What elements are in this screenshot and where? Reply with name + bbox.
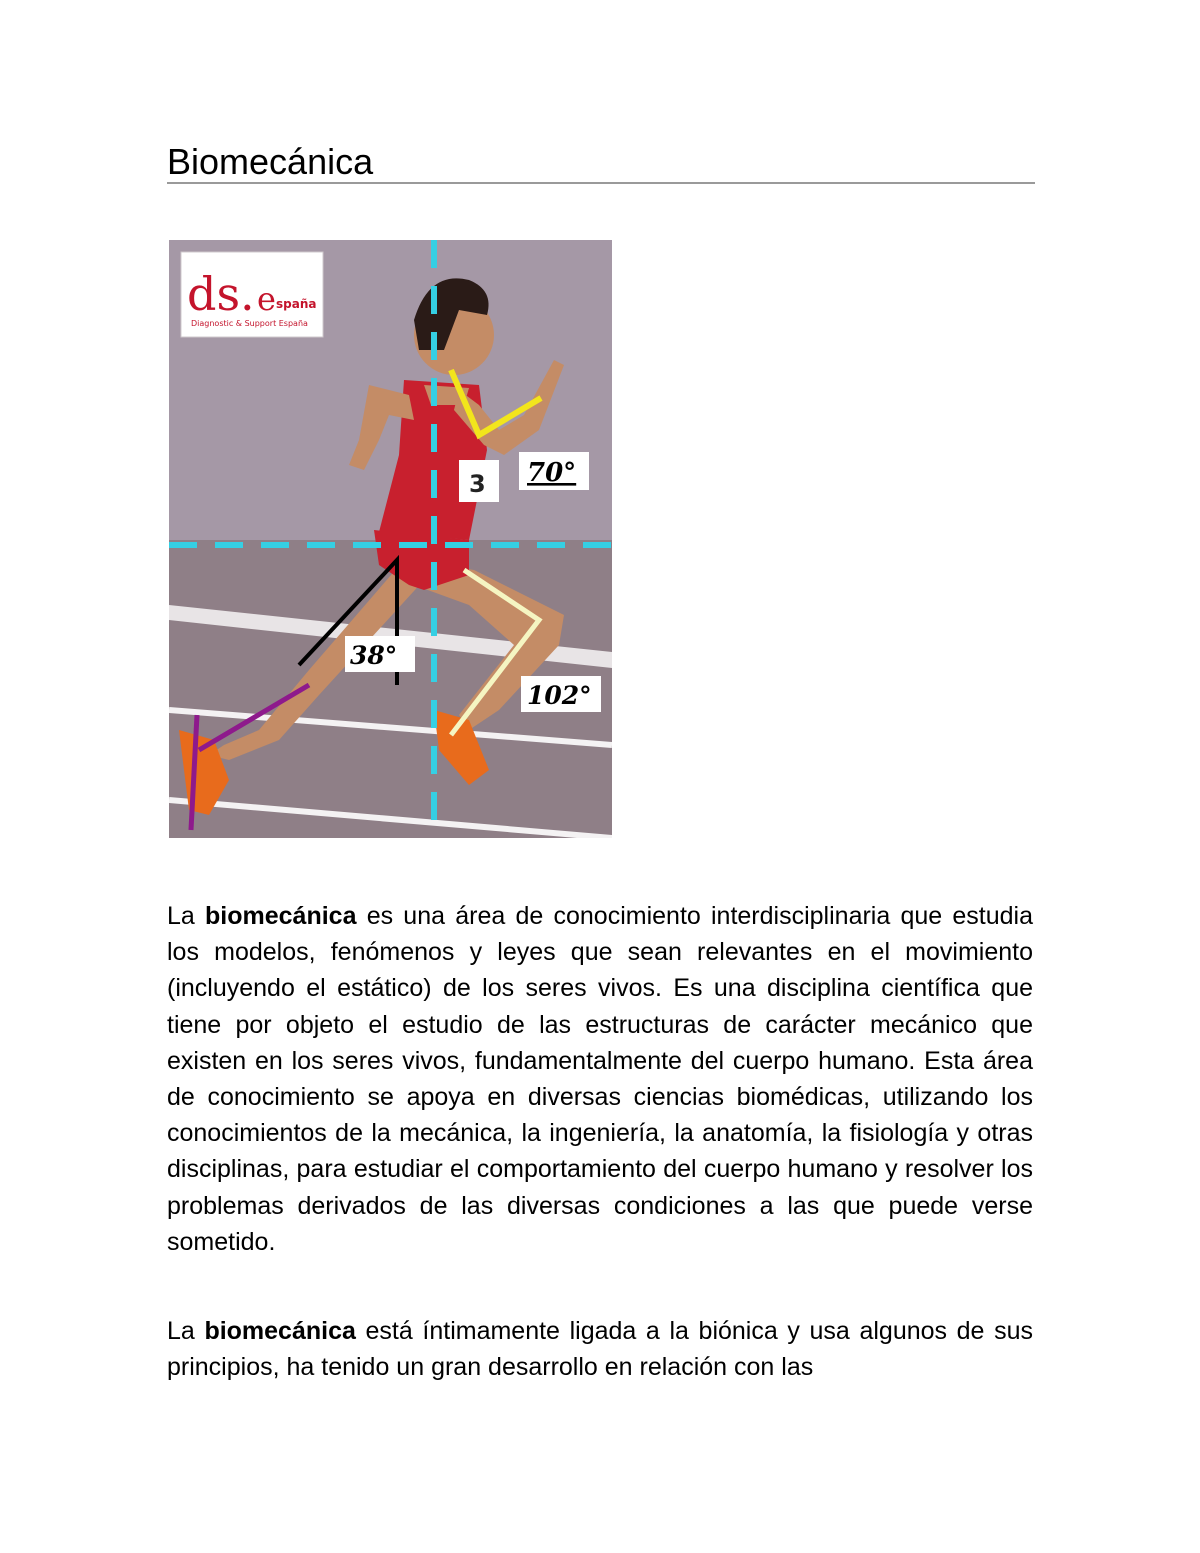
- logo-letter: e: [257, 280, 276, 318]
- hip-angle-label: 38°: [350, 641, 398, 670]
- knee-angle-label: 102°: [527, 681, 592, 710]
- logo-tagline: Diagnostic & Support España: [191, 319, 308, 328]
- runner-biomechanics-figure: [169, 240, 612, 838]
- paragraph-1-lead: La: [167, 902, 206, 930]
- title-underline: [167, 182, 1035, 184]
- paragraph-1: [167, 898, 1033, 1260]
- page-title: Biomecánica: [167, 141, 374, 182]
- paragraph-2: [167, 1313, 1033, 1385]
- bib-number: 3: [469, 470, 486, 498]
- paragraph-1-term: biomecánica: [205, 902, 357, 930]
- paragraph-2-lead: La: [167, 1317, 205, 1345]
- elbow-angle-label: 70°: [527, 458, 577, 488]
- dse-logo: [181, 252, 323, 337]
- paragraph-1-body: es una área de conocimiento interdisciplinaria que estudia los modelos, fenómenos y leyes que sean relevantes en el movimiento (incluyendo el estático) de los seres vivos. Es una disciplina científica que tiene por objeto el estudio de las estructuras de carácter mecánico que existen en los seres vivos, fundamentalmente del cuerpo humano. Esta área de conocimiento se apoya en diversas ciencias biomédicas, utilizando los conocimientos de la mecánica, la ingeniería, la anatomía, la fisiología y otras disciplinas, para estudiar el comportamiento del cuerpo humano y resolver los problemas derivados de las diversas condiciones a las que puede verse sometido.: [167, 902, 1033, 1256]
- logo-mark: ds.: [187, 267, 255, 321]
- logo-suffix: spaña: [276, 297, 317, 311]
- paragraph-2-body: está íntimamente ligada a la biónica y usa algunos de sus principios, ha tenido un gran desarrollo en relación con las: [167, 1317, 1033, 1382]
- paragraph-2-term: biomecánica: [204, 1317, 356, 1345]
